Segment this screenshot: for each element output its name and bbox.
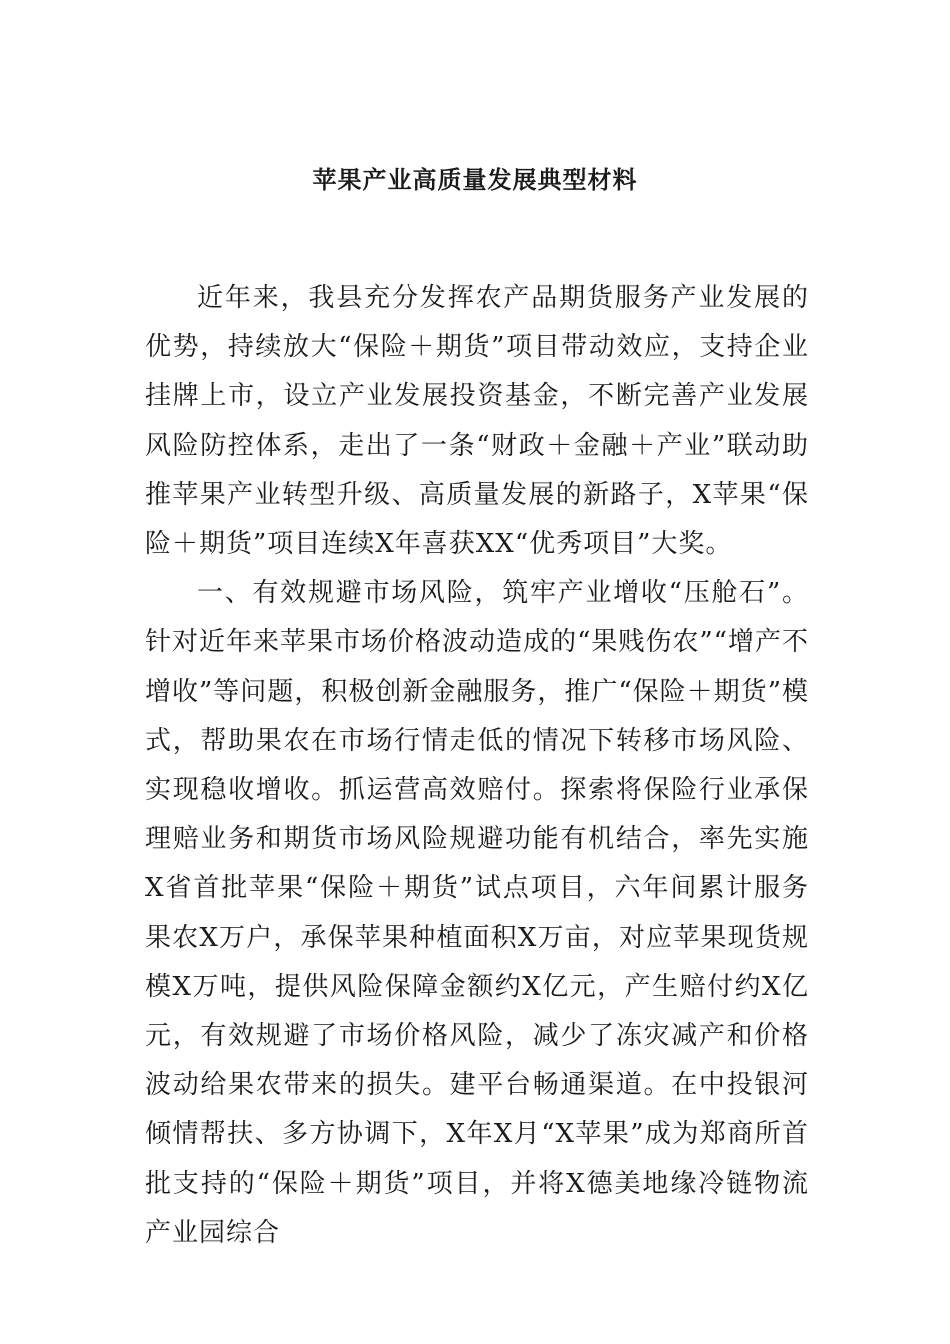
paragraph-intro: 近年来，我县充分发挥农产品期货服务产业发展的优势，持续放大“保险＋期货”项目带动效应，支持企业挂牌上市，设立产业发展投资基金，不断完善产业发展风险防控体系，走出了一条“财政＋金融＋产业”联动助推苹果产业转型升级、高质量发展的新路子，X苹果“保险＋期货”项目连续X年喜获XX“优秀项目”大奖。 (145, 283, 809, 560)
document-body (145, 274, 809, 1258)
document-title: 苹果产业高质量发展典型材料 (312, 165, 638, 194)
paragraph-section-one: 一、有效规避市场风险，筑牢产业增收“压舱石”。针对近年来苹果市场价格波动造成的“果贱伤农”“增产不增收”等问题，积极创新金融服务，推广“保险＋期货”模式，帮助果农在市场行情走低的情况下转移市场风险、实现稳收增收。抓运营高效赔付。探索将保险行业承保理赔业务和期货市场风险规避功能有机结合，率先实施X省首批苹果“保险＋期货”试点项目，六年间累计服务果农X万户，承保苹果种植面积X万亩，对应苹果现货规模X万吨，提供风险保障金额约X亿元，产生赔付约X亿元，有效规避了市场价格风险，减少了冻灾减产和价格波动给果农带来的损失。建平台畅通渠道。在中投银河倾情帮扶、多方协调下，X年X月“X苹果”成为郑商所首批支持的“保险＋期货”项目，并将X德美地缘冷链物流产业园综合 (145, 578, 809, 1248)
